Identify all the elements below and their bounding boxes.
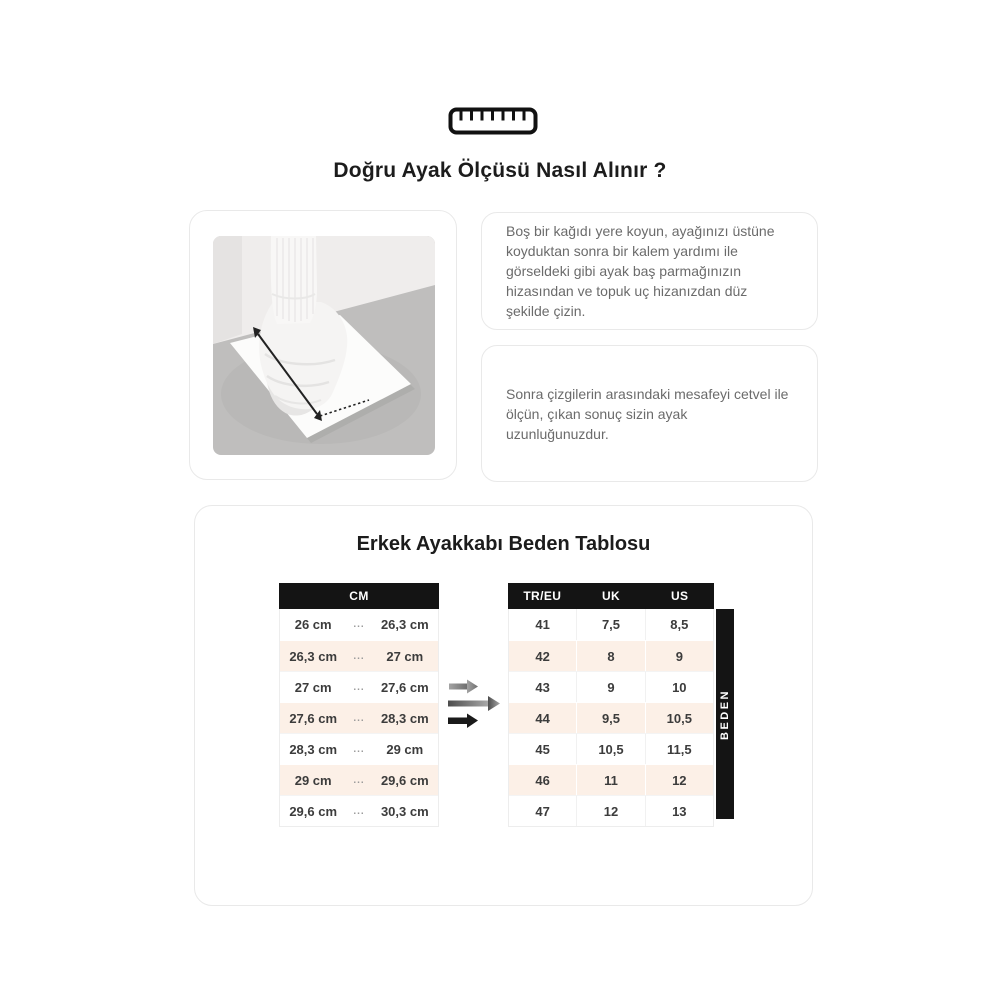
cm-from-value: 27 cm xyxy=(294,679,332,695)
size-table-row xyxy=(509,764,713,795)
size-table-header xyxy=(508,583,714,609)
size-table-row xyxy=(509,671,713,702)
header-tr-eu: TR/EU xyxy=(523,589,562,603)
cm-table-header: CM xyxy=(279,583,439,609)
range-dots: ... xyxy=(353,619,365,630)
cm-from-value: 26 cm xyxy=(294,617,332,632)
range-dots: ... xyxy=(353,805,365,817)
us-value: 9 xyxy=(645,641,713,671)
cm-to-value: 26,3 cm xyxy=(380,617,429,632)
cm-to-value: 28,3 cm xyxy=(380,710,429,726)
cm-to-value: 27 cm xyxy=(386,648,424,664)
cm-from-value: 26,3 cm xyxy=(289,648,338,664)
range-dots: ... xyxy=(353,774,365,786)
cm-from-value: 29 cm xyxy=(294,772,332,788)
tr-eu-value: 47 xyxy=(535,803,550,819)
us-value: 8,5 xyxy=(645,609,713,640)
cm-from-value: 27,6 cm xyxy=(289,710,338,726)
conversion-arrows-icon xyxy=(444,676,506,734)
instruction-card-2 xyxy=(481,345,818,482)
size-table-row xyxy=(509,733,713,764)
cm-table-row xyxy=(280,702,438,733)
us-value: 10,5 xyxy=(645,703,713,733)
cm-to-value: 29 cm xyxy=(386,741,424,757)
uk-value: 9,5 xyxy=(576,703,644,733)
us-value: 13 xyxy=(645,796,713,826)
page-title: Doğru Ayak Ölçüsü Nasıl Alınır ? xyxy=(333,159,667,182)
size-chart-title: Erkek Ayakkabı Beden Tablosu xyxy=(356,533,651,555)
size-table-row xyxy=(509,702,713,733)
cm-to-value: 29,6 cm xyxy=(380,772,429,788)
range-dots: ... xyxy=(353,681,365,693)
tr-eu-value: 44 xyxy=(535,710,550,726)
cm-table-row xyxy=(280,640,438,671)
cm-table-row xyxy=(280,795,438,826)
uk-value: 12 xyxy=(576,796,644,826)
size-chart-card xyxy=(194,505,813,906)
tr-eu-value: 42 xyxy=(535,648,550,664)
cm-table xyxy=(279,583,439,827)
foot-measurement-photo xyxy=(213,236,435,455)
tr-eu-value: 45 xyxy=(535,741,550,757)
instruction-text-1: Boş bir kağıdı yere koyun, ayağınızı üstüne koyduktan sonra bir kalem yardımı ile görseldeki gibi ayak baş parmağınızın hizasından ve topuk uç hizanızdan düz şekilde çizin. xyxy=(506,223,775,319)
cm-table-row xyxy=(280,733,438,764)
uk-value: 11 xyxy=(576,765,644,795)
size-table-row xyxy=(509,795,713,826)
uk-value: 10,5 xyxy=(576,734,644,764)
range-dots: ... xyxy=(353,712,365,724)
size-table-body xyxy=(508,609,714,827)
tr-eu-value: 46 xyxy=(535,772,550,788)
us-value: 12 xyxy=(645,765,713,795)
range-dots: ... xyxy=(353,650,365,662)
range-dots: ... xyxy=(353,743,365,755)
cm-table-body xyxy=(279,609,439,827)
us-value: 11,5 xyxy=(645,734,713,764)
foot-photo-card xyxy=(189,210,457,480)
instruction-text-2: Sonra çizgilerin arasındaki mesafeyi cetvel ile ölçün, çıkan sonuç sizin ayak uzunluğunuzdur. xyxy=(506,385,789,442)
uk-value: 9 xyxy=(576,672,644,702)
cm-from-value: 29,6 cm xyxy=(289,803,338,819)
ruler-icon xyxy=(448,107,538,135)
us-value: 10 xyxy=(645,672,713,702)
size-table-row xyxy=(509,609,713,640)
instruction-card-1 xyxy=(481,212,818,330)
cm-table-row xyxy=(280,671,438,702)
size-table xyxy=(508,583,714,827)
cm-to-value: 30,3 cm xyxy=(380,803,429,819)
size-table-row xyxy=(509,640,713,671)
cm-from-value: 28,3 cm xyxy=(289,741,338,757)
uk-value: 7,5 xyxy=(576,609,644,640)
cm-to-value: 27,6 cm xyxy=(380,679,429,695)
tr-eu-value: 41 xyxy=(535,617,550,632)
wall-corner xyxy=(213,236,242,344)
tr-eu-value: 43 xyxy=(535,679,550,695)
beden-side-label: BEDEN xyxy=(716,609,734,819)
header-uk: UK xyxy=(601,589,621,603)
header-us: US xyxy=(670,589,689,603)
uk-value: 8 xyxy=(576,641,644,671)
cm-table-row xyxy=(280,764,438,795)
cm-table-row xyxy=(280,609,438,640)
